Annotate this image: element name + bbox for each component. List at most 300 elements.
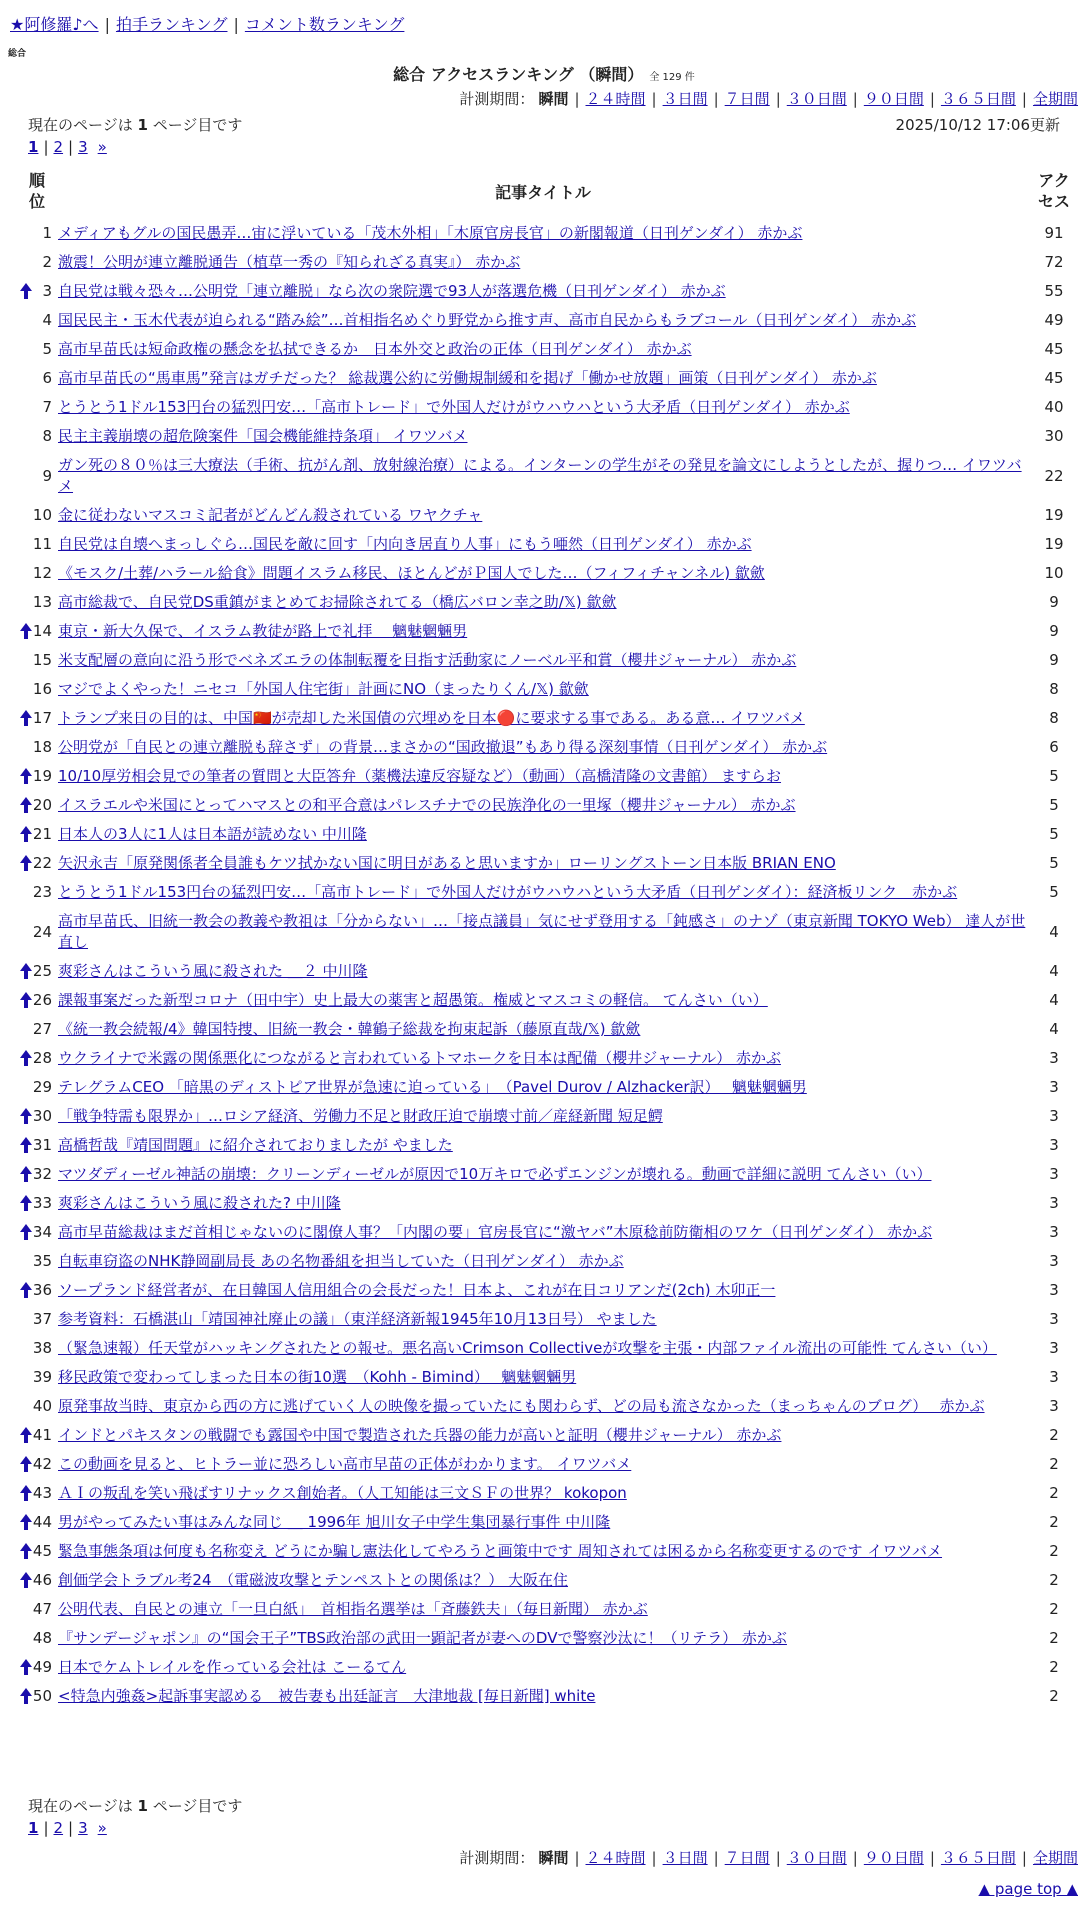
page-title xyxy=(0,62,1088,85)
title-cell xyxy=(56,1015,1030,1044)
pager-page-2[interactable]: 2 xyxy=(53,138,64,156)
article-link[interactable]: <特急内強姦>起訴事実認める 被告妻も出廷証言 大津地裁 [毎日新聞] white xyxy=(58,1687,596,1705)
rank-cell xyxy=(18,646,56,675)
title-cell xyxy=(56,501,1030,530)
title-cell xyxy=(56,559,1030,588)
access-count: 45 xyxy=(1044,340,1064,358)
comment-ranking-link[interactable]: コメント数ランキング xyxy=(244,15,405,34)
table-row xyxy=(18,1595,1078,1624)
access-count: 3 xyxy=(1049,1194,1059,1212)
rank-cell xyxy=(18,1218,56,1247)
access-count: 2 xyxy=(1049,1455,1059,1473)
table-row xyxy=(18,704,1078,733)
rank-cell xyxy=(18,451,56,501)
rank-up-arrow-icon xyxy=(20,1195,32,1211)
rank-number: 46 xyxy=(32,1571,52,1589)
access-count: 72 xyxy=(1044,253,1064,271)
rank-up-arrow-icon xyxy=(20,1514,32,1530)
article-link[interactable]: 自民党は自壊へまっしぐら…国民を敵に回す「内向き居直り人事」にもう唖然（日刊ゲンダイ） 赤かぶ xyxy=(58,535,752,553)
rank-cell xyxy=(18,1363,56,1392)
article-link[interactable]: マジでよくやった！ニセコ「外国人住宅街」計画にNO（まったりくん/𝕏) 歙歛 xyxy=(58,680,589,698)
rank-number: 41 xyxy=(32,1426,52,1444)
table-row xyxy=(18,878,1078,907)
title-cell xyxy=(56,335,1030,364)
rank-number: 4 xyxy=(42,311,52,329)
rank-up-arrow-icon xyxy=(20,1224,32,1240)
rank-cell xyxy=(18,1566,56,1595)
table-row xyxy=(18,1653,1078,1682)
title-cell xyxy=(56,364,1030,393)
title-cell xyxy=(56,219,1030,248)
article-link[interactable]: 激震！公明が連立離脱通告（植草一秀の『知られざる真実』） 赤かぶ xyxy=(58,253,521,271)
rank-cell xyxy=(18,1421,56,1450)
pager-page-2[interactable]: 2 xyxy=(53,1819,64,1837)
total-count: 全 129 件 xyxy=(649,72,695,83)
access-count: 2 xyxy=(1049,1484,1059,1502)
table-row xyxy=(18,1421,1078,1450)
table-row xyxy=(18,588,1078,617)
rank-number: 49 xyxy=(32,1658,52,1676)
title-cell xyxy=(56,1276,1030,1305)
pager-bottom: 1 | 2 | 3 » xyxy=(28,1819,107,1837)
rank-number: 22 xyxy=(32,854,52,872)
title-cell xyxy=(56,1421,1030,1450)
rank-cell xyxy=(18,1508,56,1537)
rank-up-arrow-icon xyxy=(20,1572,32,1588)
rank-number: 20 xyxy=(32,796,52,814)
article-link[interactable]: 男がやってみたい事はみんな同じ ＿ 1996年 旭川女子中学生集団暴行事件 中川隆 xyxy=(58,1513,611,1531)
title-cell xyxy=(56,277,1030,306)
article-link[interactable]: 「戦争特需も限界か」…ロシア経済、労働力不足と財政圧迫で崩壊寸前／産経新聞 短足鰐 xyxy=(58,1107,663,1125)
title-cell xyxy=(56,248,1030,277)
rank-cell xyxy=(18,1160,56,1189)
article-link[interactable]: 参考資料：石橋湛山「靖国神社廃止の議」（東洋経済新報1945年10月13日号） やました xyxy=(58,1310,657,1328)
title-cell xyxy=(56,1624,1030,1653)
access-count: 2 xyxy=(1049,1426,1059,1444)
access-count: 9 xyxy=(1049,651,1059,669)
title-cell xyxy=(56,907,1030,957)
article-link[interactable]: 高市総裁で、自民党DS重鎮がまとめてお掃除されてる（橋広バロン幸之助/𝕏) 歙歛 xyxy=(58,593,617,611)
rank-number: 28 xyxy=(32,1049,52,1067)
access-count: 3 xyxy=(1049,1310,1059,1328)
rank-up-arrow-icon xyxy=(20,826,32,842)
table-row xyxy=(18,791,1078,820)
rank-cell xyxy=(18,1044,56,1073)
article-link[interactable]: ＡＩの叛乱を笑い飛ばすリナックス創始者。（人工知能は三文ＳＦの世界？ kokopon xyxy=(58,1484,627,1502)
title-cell xyxy=(56,878,1030,907)
table-row xyxy=(18,849,1078,878)
article-link[interactable]: （緊急速報）任天堂がハッキングされたとの報せ。悪名高いCrimson Collectiveが攻撃を主張・内部ファイル流出の可能性 てんさい（い） xyxy=(58,1339,997,1357)
rank-cell xyxy=(18,1073,56,1102)
rank-number: 24 xyxy=(32,922,52,941)
table-row xyxy=(18,1392,1078,1421)
rank-number: 18 xyxy=(32,738,52,756)
rank-number: 3 xyxy=(42,282,52,300)
rank-cell xyxy=(18,306,56,335)
article-link[interactable]: とうとう1ドル153円台の猛烈円安…「高市トレード」で外国人だけがウハウハという大矛盾（日刊ゲンダイ） 赤かぶ xyxy=(58,398,850,416)
rank-number: 11 xyxy=(32,535,52,553)
rank-cell xyxy=(18,364,56,393)
rank-number: 8 xyxy=(42,427,52,445)
rank-up-arrow-icon xyxy=(20,1050,32,1066)
table-row xyxy=(18,422,1078,451)
access-count: 49 xyxy=(1044,311,1064,329)
access-count: 3 xyxy=(1049,1078,1059,1096)
rank-number: 34 xyxy=(32,1223,52,1241)
title-cell xyxy=(56,1160,1030,1189)
period-90d-link[interactable]: ９０日間 xyxy=(863,1849,924,1867)
col-title-header: 記事タイトル xyxy=(495,182,591,202)
rank-cell xyxy=(18,1450,56,1479)
article-link[interactable]: 高市早苗氏、旧統一教会の教義や教祖は「分からない」…「接点議員」気にせず登用する「鈍感さ」のナゾ（東京新聞 TOKYO Web） 達人が世直し xyxy=(58,912,1026,951)
article-link[interactable]: 《モスク/土葬/ハラール給食》問題イスラム移民、ほとんどがＰ国人でした…（フィフィチャンネル) 歙歛 xyxy=(58,564,765,582)
rank-cell xyxy=(18,704,56,733)
rank-cell xyxy=(18,791,56,820)
period-3d-link[interactable]: ３日間 xyxy=(662,90,708,108)
rank-number: 19 xyxy=(32,767,52,785)
rank-cell xyxy=(18,1682,56,1711)
table-row xyxy=(18,277,1078,306)
access-count: 5 xyxy=(1049,796,1059,814)
title-cell xyxy=(56,1189,1030,1218)
article-link[interactable]: 日本人の3人に1人は日本語が読めない 中川隆 xyxy=(58,825,367,843)
title-cell xyxy=(56,1537,1030,1566)
access-count: 2 xyxy=(1049,1658,1059,1676)
article-link[interactable]: 高橋哲哉『靖国問題』に紹介されておりましたが やました xyxy=(58,1136,453,1154)
rank-number: 17 xyxy=(32,709,52,727)
rank-up-arrow-icon xyxy=(20,710,32,726)
table-row xyxy=(18,306,1078,335)
rank-cell xyxy=(18,1189,56,1218)
table-row xyxy=(18,675,1078,704)
access-count: 9 xyxy=(1049,593,1059,611)
table-row xyxy=(18,1624,1078,1653)
table-row xyxy=(18,1334,1078,1363)
current-page-info-bottom: 現在のページは 1 ページ目です xyxy=(28,1797,243,1815)
pager-current: 1 xyxy=(28,138,39,156)
rank-number: 21 xyxy=(32,825,52,843)
table-row xyxy=(18,1450,1078,1479)
access-count: 55 xyxy=(1044,282,1064,300)
article-link[interactable]: 矢沢永吉「原発関係者全員誰もケツ拭かない国に明日があると思いますか」ローリングストーン日本版 BRIAN ENO xyxy=(58,854,836,872)
rank-number: 33 xyxy=(32,1194,52,1212)
period-current: 瞬間 xyxy=(538,1849,569,1867)
rank-cell xyxy=(18,849,56,878)
title-cell xyxy=(56,957,1030,986)
period-30d-link[interactable]: ３０日間 xyxy=(786,1849,847,1867)
rank-number: 40 xyxy=(32,1397,52,1415)
article-link[interactable]: 緊急事態条項は何度も名称変え どうにか騙し憲法化してやろうと画策中です 周知されては困るから名称変更するのです イワツバメ xyxy=(58,1542,943,1560)
access-count: 3 xyxy=(1049,1281,1059,1299)
top-nav xyxy=(10,12,404,35)
rank-number: 48 xyxy=(32,1629,52,1647)
rank-up-arrow-icon xyxy=(20,1282,32,1298)
table-row xyxy=(18,762,1078,791)
table-row xyxy=(18,1682,1078,1711)
article-link[interactable]: 『サンデージャポン』の“国会王子”TBS政治部の武田一顕記者が妻へのDVで警察沙汰に！（リテラ） 赤かぶ xyxy=(58,1629,787,1647)
title-cell xyxy=(56,986,1030,1015)
rank-number: 23 xyxy=(32,883,52,901)
access-count: 3 xyxy=(1049,1397,1059,1415)
article-link[interactable]: ウクライナで米露の関係悪化につながると言われているトマホークを日本は配備（櫻井ジャーナル） 赤かぶ xyxy=(58,1049,781,1067)
title-cell xyxy=(56,530,1030,559)
article-link[interactable]: 高市早苗氏は短命政権の懸念を払拭できるか 日本外交と政治の正体（日刊ゲンダイ） 赤かぶ xyxy=(58,340,692,358)
access-count: 2 xyxy=(1049,1571,1059,1589)
rank-cell xyxy=(18,422,56,451)
article-link[interactable]: 高市早苗総裁はまだ首相じゃないのに閣僚人事？「内閣の要」官房長官に“激ヤバ”木原稔前防衛相のワケ（日刊ゲンダイ） 赤かぶ xyxy=(58,1223,933,1241)
rank-up-arrow-icon xyxy=(20,768,32,784)
period-all-link[interactable]: 全期間 xyxy=(1032,1849,1078,1867)
table-row xyxy=(18,1160,1078,1189)
rank-up-arrow-icon xyxy=(20,1108,32,1124)
rank-up-arrow-icon xyxy=(20,855,32,871)
table-row xyxy=(18,1073,1078,1102)
title-cell xyxy=(56,1595,1030,1624)
period-90d-link[interactable]: ９０日間 xyxy=(863,90,924,108)
rank-cell xyxy=(18,1015,56,1044)
table-row xyxy=(18,1537,1078,1566)
article-link[interactable]: ガン死の８０％は三大療法（手術、抗がん剤、放射線治療）による。インターンの学生がその発見を論文にしようとしたが、握りつ… イワツバメ xyxy=(58,456,1022,495)
title-cell xyxy=(56,617,1030,646)
title-cell xyxy=(56,393,1030,422)
rank-up-arrow-icon xyxy=(20,1166,32,1182)
period-24h-link[interactable]: ２４時間 xyxy=(585,90,646,108)
table-row xyxy=(18,219,1078,248)
article-link[interactable]: マツダディーゼル神話の崩壊：クリーンディーゼルが原因で10万キロで必ずエンジンが壊れる。動画で詳細に説明 てんさい（い） xyxy=(58,1165,932,1183)
rank-number: 26 xyxy=(32,991,52,1009)
rank-number: 38 xyxy=(32,1339,52,1357)
article-link[interactable]: 創価学会トラブル考24 （電磁波攻撃とテンペストとの関係は？） 大阪在住 xyxy=(58,1571,569,1589)
rank-number: 2 xyxy=(42,253,52,271)
rank-cell xyxy=(18,1131,56,1160)
article-link[interactable]: トランプ来日の目的は、中国🇨🇳が売却した米国債の穴埋めを日本🔴に要求する事である。ある意… イワツバメ xyxy=(58,709,805,727)
table-row xyxy=(18,957,1078,986)
table-row xyxy=(18,248,1078,277)
table-row xyxy=(18,986,1078,1015)
article-link[interactable]: 自転車窃盗のNHK静岡副局長 あの名物番組を担当していた（日刊ゲンダイ） 赤かぶ xyxy=(58,1252,624,1270)
table-row xyxy=(18,1102,1078,1131)
article-link[interactable]: テレグラムCEO 「暗黒のディストピア世界が急速に迫っている」 （Pavel Durov / Alzhacker訳） 魑魅魍魎男 xyxy=(58,1078,807,1096)
page-title-text: 総合 アクセスランキング （瞬間） xyxy=(393,65,644,84)
col-access-header: アクセス xyxy=(1037,171,1070,211)
article-link[interactable]: 爽彩さんはこういう風に殺された? 中川隆 xyxy=(58,1194,341,1212)
access-count: 4 xyxy=(1049,1020,1059,1038)
access-count: 4 xyxy=(1049,991,1059,1009)
rank-up-arrow-icon xyxy=(20,1543,32,1559)
title-cell xyxy=(56,820,1030,849)
pager-page-3[interactable]: 3 xyxy=(78,1819,88,1837)
title-cell xyxy=(56,1508,1030,1537)
rank-up-arrow-icon xyxy=(20,623,32,639)
nav-separator: | xyxy=(104,15,110,34)
title-cell xyxy=(56,306,1030,335)
table-row xyxy=(18,820,1078,849)
title-cell xyxy=(56,1653,1030,1682)
access-count: 5 xyxy=(1049,883,1059,901)
access-count: 19 xyxy=(1044,535,1064,553)
table-row xyxy=(18,1566,1078,1595)
period-365d-link[interactable]: ３６５日間 xyxy=(940,1849,1016,1867)
ranking-body xyxy=(18,219,1078,1711)
article-link[interactable]: 10/10厚労相会見での筆者の質問と大臣答弁（薬機法違反容疑など）（動画）（高橋清隆の文書館） ますらお xyxy=(58,767,782,785)
access-count: 2 xyxy=(1049,1687,1059,1705)
article-link[interactable]: 金に従わないマスコミ記者がどんどん殺されている ワヤクチャ xyxy=(58,506,483,524)
access-count: 3 xyxy=(1049,1136,1059,1154)
table-row xyxy=(18,1479,1078,1508)
rank-cell xyxy=(18,820,56,849)
rank-up-arrow-icon xyxy=(20,1137,32,1153)
rank-up-arrow-icon xyxy=(20,992,32,1008)
rank-cell xyxy=(18,675,56,704)
rank-number: 14 xyxy=(32,622,52,640)
article-link[interactable]: 東京・新大久保で、イスラム教徒が路上で礼拝 魑魅魍魎男 xyxy=(58,622,468,640)
rank-cell xyxy=(18,1334,56,1363)
access-count: 5 xyxy=(1049,854,1059,872)
access-count: 19 xyxy=(1044,506,1064,524)
rank-number: 12 xyxy=(32,564,52,582)
rank-number: 32 xyxy=(32,1165,52,1183)
title-cell xyxy=(56,1218,1030,1247)
period-selector-bottom: 計測期間： 瞬間 | ２４時間 | ３日間 | ７日間 | ３０日間 | ９０日間 | ３６５日間 | 全期間 xyxy=(459,1849,1078,1867)
title-cell xyxy=(56,849,1030,878)
ranking-header-row xyxy=(18,163,1078,219)
article-link[interactable]: 高市早苗氏の“馬車馬”発言はガチだった？ 総裁選公約に労働規制緩和を掲げ「働かせ放題」画策（日刊ゲンダイ） 赤かぶ xyxy=(58,369,877,387)
access-count: 22 xyxy=(1044,466,1064,485)
access-count: 3 xyxy=(1049,1049,1059,1067)
article-link[interactable]: ソープランド経営者が、在日韓国人信用組合の会長だった！日本よ、これが在日コリアンだ(2ch) 木卯正一 xyxy=(58,1281,776,1299)
access-count: 9 xyxy=(1049,622,1059,640)
nav-separator: | xyxy=(233,15,239,34)
table-row xyxy=(18,1131,1078,1160)
article-link[interactable]: 民主主義崩壊の超危険案件「国会機能維持条項」 イワツバメ xyxy=(58,427,468,445)
clap-ranking-link[interactable]: 拍手ランキング xyxy=(115,15,228,34)
period-all-link[interactable]: 全期間 xyxy=(1032,90,1078,108)
period-7d-link[interactable]: ７日間 xyxy=(724,90,770,108)
article-link[interactable]: 課報事案だった新型コロナ（田中宇）史上最大の薬害と超愚策。権威とマスコミの軽信。 てんさい（い） xyxy=(58,991,768,1009)
article-link[interactable]: メディアもグルの国民愚弄…宙に浮いている「茂木外相」「木原官房長官」の新閣報道（日刊ゲンダイ） 赤かぶ xyxy=(58,224,803,242)
title-cell xyxy=(56,1305,1030,1334)
table-row xyxy=(18,1305,1078,1334)
article-link[interactable]: 公明党が「自民との連立離脱も辞さず」の背景…まさかの“国政撤退”もあり得る深刻事情（日刊ゲンダイ） 赤かぶ xyxy=(58,738,828,756)
period-365d-link[interactable]: ３６５日間 xyxy=(940,90,1016,108)
rank-cell xyxy=(18,1595,56,1624)
rank-number: 16 xyxy=(32,680,52,698)
article-link[interactable]: 移民政策で変わってしまった日本の街10選 （Kohh - Bimind） 魑魅魍魎男 xyxy=(58,1368,577,1386)
rank-cell xyxy=(18,617,56,646)
table-row xyxy=(18,907,1078,957)
rank-cell xyxy=(18,393,56,422)
period-3d-link[interactable]: ３日間 xyxy=(662,1849,708,1867)
article-link[interactable]: 日本でケムトレイルを作っている会社は こーるてん xyxy=(58,1658,407,1676)
rank-cell xyxy=(18,530,56,559)
article-link[interactable]: イスラエルや米国にとってハマスとの和平合意はパレスチナでの民族浄化の一里塚（櫻井ジャーナル） 赤かぶ xyxy=(58,796,796,814)
table-row xyxy=(18,1189,1078,1218)
title-cell xyxy=(56,762,1030,791)
title-cell xyxy=(56,1682,1030,1711)
access-count: 3 xyxy=(1049,1252,1059,1270)
current-page-info: 現在のページは 1 ページ目です xyxy=(28,116,243,134)
access-count: 5 xyxy=(1049,825,1059,843)
access-count: 8 xyxy=(1049,680,1059,698)
rank-up-arrow-icon xyxy=(20,1485,32,1501)
rank-number: 45 xyxy=(32,1542,52,1560)
period-24h-link[interactable]: ２４時間 xyxy=(585,1849,646,1867)
rank-cell xyxy=(18,335,56,364)
period-30d-link[interactable]: ３０日間 xyxy=(786,90,847,108)
access-count: 91 xyxy=(1044,224,1064,242)
rank-number: 50 xyxy=(32,1687,52,1705)
updated-timestamp: 2025/10/12 17:06更新 xyxy=(895,116,1060,134)
title-cell xyxy=(56,1479,1030,1508)
title-cell xyxy=(56,1131,1030,1160)
access-count: 2 xyxy=(1049,1629,1059,1647)
rank-number: 36 xyxy=(32,1281,52,1299)
period-7d-link[interactable]: ７日間 xyxy=(724,1849,770,1867)
article-link[interactable]: この動画を見ると、ヒトラー並に恐ろしい高市早苗の正体がわかります。 イワツバメ xyxy=(58,1455,632,1473)
rank-up-arrow-icon xyxy=(20,1427,32,1443)
period-current: 瞬間 xyxy=(538,90,569,108)
article-link[interactable]: 爽彩さんはこういう風に殺された ＿２ 中川隆 xyxy=(58,962,368,980)
title-cell xyxy=(56,1073,1030,1102)
rank-number: 10 xyxy=(32,506,52,524)
rank-up-arrow-icon xyxy=(20,1688,32,1704)
article-link[interactable]: 《統一教会続報/4》韓国特捜、旧統一教会・韓鶴子総裁を拘束起訴（藤原直哉/𝕏) 歙歛 xyxy=(58,1020,641,1038)
rank-number: 7 xyxy=(42,398,52,416)
article-link[interactable]: 自民党は戦々恐々…公明党「連立離脱」なら次の衆院選で93人が落選危機（日刊ゲンダイ） 赤かぶ xyxy=(58,282,726,300)
table-row xyxy=(18,1363,1078,1392)
table-row xyxy=(18,1218,1078,1247)
pager-next[interactable]: » xyxy=(97,138,107,156)
rank-number: 44 xyxy=(32,1513,52,1531)
rank-cell xyxy=(18,1537,56,1566)
access-count: 2 xyxy=(1049,1542,1059,1560)
ranking-table xyxy=(18,163,1078,1711)
rank-cell xyxy=(18,277,56,306)
rank-cell xyxy=(18,986,56,1015)
article-link[interactable]: 公明代表、自民との連立「一旦白紙」 首相指名選挙は「斉藤鉄夫」（毎日新聞） 赤かぶ xyxy=(58,1600,648,1618)
table-row xyxy=(18,393,1078,422)
rank-cell xyxy=(18,1479,56,1508)
rank-number: 29 xyxy=(32,1078,52,1096)
home-link[interactable]: ★阿修羅♪へ xyxy=(10,15,99,34)
article-link[interactable]: インドとパキスタンの戦闘でも露国や中国で製造された兵器の能力が高いと証明（櫻井ジャーナル） 赤かぶ xyxy=(58,1426,782,1444)
article-link[interactable]: 原発事故当時、東京から西の方に逃げていく人の映像を撮っていたにも関わらず、どの局も流さなかった（まっちゃんのブログ） 赤かぶ xyxy=(58,1397,985,1415)
rank-up-arrow-icon xyxy=(20,963,32,979)
article-link[interactable]: とうとう1ドル153円台の猛烈円安…「高市トレード」で外国人だけがウハウハという大矛盾（日刊ゲンダイ）：経済板リンク 赤かぶ xyxy=(58,883,958,901)
rank-cell xyxy=(18,878,56,907)
article-link[interactable]: 米支配層の意向に沿う形でベネズエラの体制転覆を目指す活動家にノーベル平和賞（櫻井ジャーナル） 赤かぶ xyxy=(58,651,797,669)
pager-top: 1 | 2 | 3 » xyxy=(28,138,107,156)
access-count: 8 xyxy=(1049,709,1059,727)
article-link[interactable]: 国民民主・玉木代表が迫られる“踏み絵”…首相指名めぐり野党から推す声、高市自民からもラブコール（日刊ゲンダイ） 赤かぶ xyxy=(58,311,917,329)
rank-cell xyxy=(18,1624,56,1653)
pager-page-3[interactable]: 3 xyxy=(78,138,88,156)
access-count: 3 xyxy=(1049,1165,1059,1183)
title-cell xyxy=(56,1363,1030,1392)
page-top-link[interactable]: ▲ page top ▲ xyxy=(978,1880,1078,1898)
title-cell xyxy=(56,1334,1030,1363)
title-cell xyxy=(56,1566,1030,1595)
rank-cell xyxy=(18,559,56,588)
table-row xyxy=(18,364,1078,393)
table-row xyxy=(18,501,1078,530)
rank-cell xyxy=(18,1247,56,1276)
rank-number: 5 xyxy=(42,340,52,358)
table-row xyxy=(18,530,1078,559)
table-row xyxy=(18,335,1078,364)
pager-next[interactable]: » xyxy=(97,1819,107,1837)
table-row xyxy=(18,733,1078,762)
